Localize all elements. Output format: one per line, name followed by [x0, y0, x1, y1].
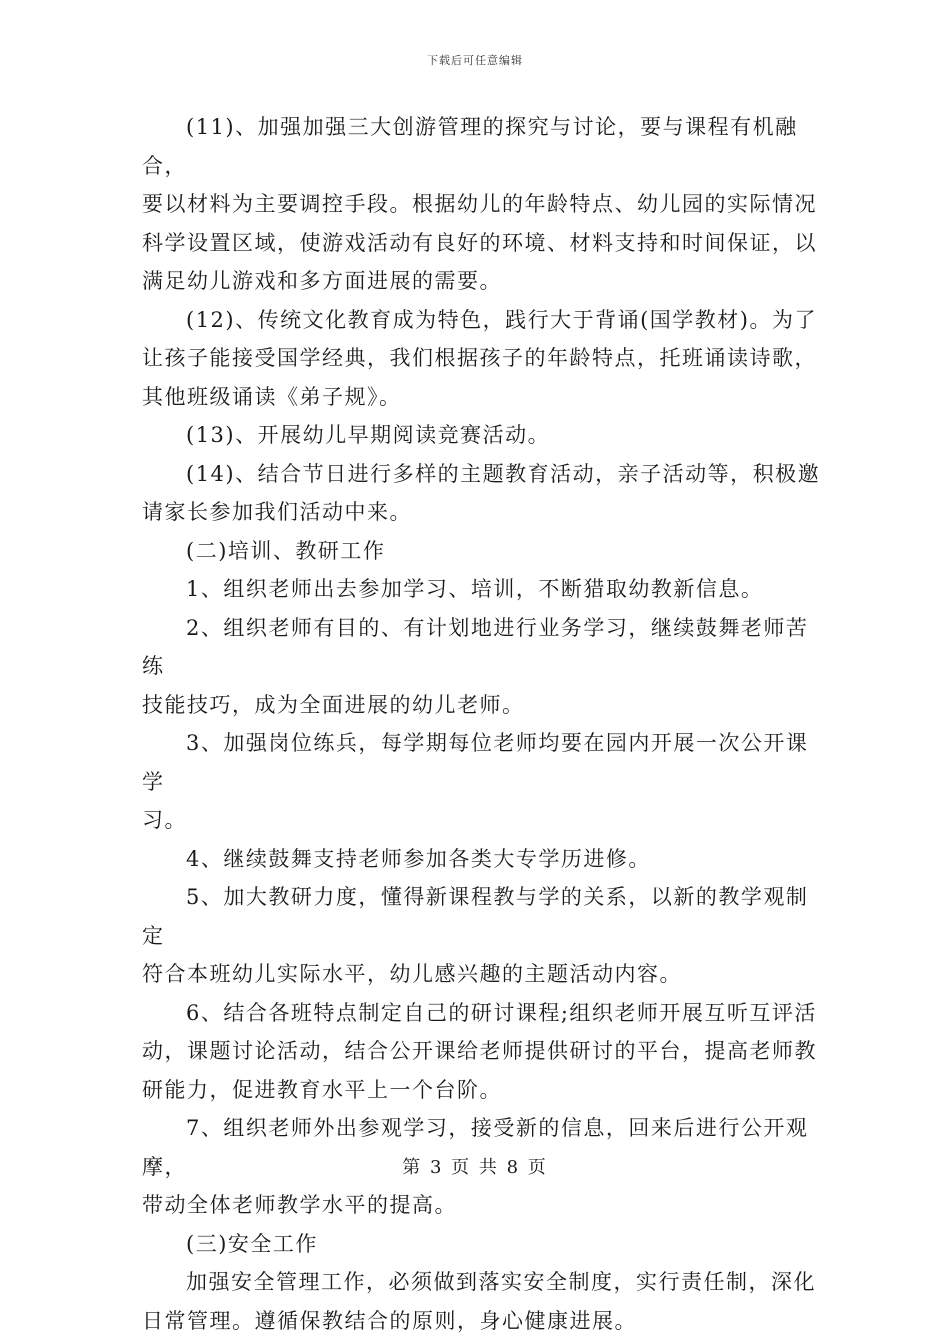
text-line: 日常管理。遵循保教结合的原则，身心健康进展。: [142, 1302, 822, 1340]
text-line: 7、组织老师外出参观学习，接受新的信息，回来后进行公开观摩，: [142, 1109, 822, 1186]
text-line: 满足幼儿游戏和多方面进展的需要。: [142, 262, 822, 301]
text-line: (12)、传统文化教育成为特色，践行大于背诵(国学教材)。为了: [142, 301, 822, 340]
text-line: 加强安全管理工作，必须做到落实安全制度，实行责任制，深化: [142, 1263, 822, 1302]
text-line: 研能力，促进教育水平上一个台阶。: [142, 1071, 822, 1110]
text-line: 1、组织老师出去参加学习、培训，不断猎取幼教新信息。: [142, 570, 822, 609]
paragraph: [142, 570, 822, 609]
text-line: 技能技巧，成为全面进展的幼儿老师。: [142, 686, 822, 725]
section-heading: [142, 1225, 822, 1264]
text-line: (13)、开展幼儿早期阅读竞赛活动。: [142, 416, 822, 455]
text-line: 动，课题讨论活动，结合公开课给老师提供研讨的平台，提高老师教: [142, 1032, 822, 1071]
text-line: (14)、结合节日进行多样的主题教育活动，亲子活动等，积极邀: [142, 455, 822, 494]
paragraph: [142, 301, 822, 417]
paragraph: [142, 994, 822, 1110]
text-line: 6、结合各班特点制定自己的研讨课程;组织老师开展互听互评活: [142, 994, 822, 1033]
text-line: 请家长参加我们活动中来。: [142, 493, 822, 532]
paragraph: [142, 1263, 822, 1340]
text-line: 3、加强岗位练兵，每学期每位老师均要在园内开展一次公开课学: [142, 724, 822, 801]
page-number-footer: 第 3 页 共 8 页: [0, 1153, 950, 1179]
text-line: 带动全体老师教学水平的提高。: [142, 1186, 822, 1225]
paragraph: [142, 108, 822, 301]
text-line: (11)、加强加强三大创游管理的探究与讨论，要与课程有机融合，: [142, 108, 822, 185]
paragraph: [142, 416, 822, 455]
paragraph: [142, 878, 822, 994]
text-line: 符合本班幼儿实际水平，幼儿感兴趣的主题活动内容。: [142, 955, 822, 994]
text-line: 习。: [142, 801, 822, 840]
text-line: (三)安全工作: [142, 1225, 822, 1264]
text-line: 科学设置区域，使游戏活动有良好的环境、材料支持和时间保证，以: [142, 224, 822, 263]
page-header: 下载后可任意编辑: [0, 52, 950, 68]
section-heading: [142, 532, 822, 571]
text-line: 让孩子能接受国学经典，我们根据孩子的年龄特点，托班诵读诗歌，: [142, 339, 822, 378]
paragraph: [142, 840, 822, 879]
paragraph: [142, 455, 822, 532]
text-line: 5、加大教研力度，懂得新课程教与学的关系，以新的教学观制定: [142, 878, 822, 955]
paragraph: [142, 609, 822, 725]
text-line: 2、组织老师有目的、有计划地进行业务学习，继续鼓舞老师苦练: [142, 609, 822, 686]
text-line: 要以材料为主要调控手段。根据幼儿的年龄特点、幼儿园的实际情况: [142, 185, 822, 224]
paragraph: [142, 724, 822, 840]
text-line: 4、继续鼓舞支持老师参加各类大专学历进修。: [142, 840, 822, 879]
text-line: 其他班级诵读《弟子规》。: [142, 378, 822, 417]
text-line: (二)培训、教研工作: [142, 532, 822, 571]
